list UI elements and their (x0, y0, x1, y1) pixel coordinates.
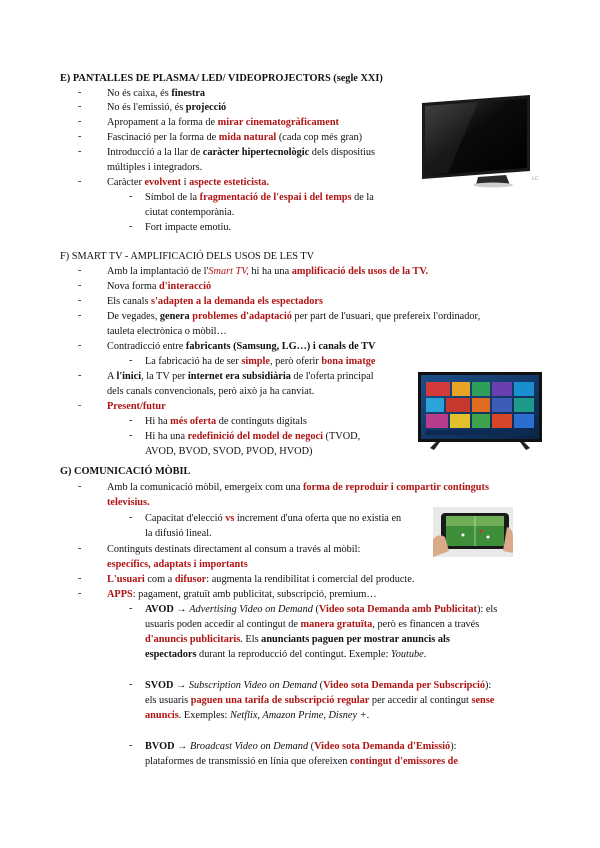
list-item: A l'inici, la TV per internet era subsidiària de l'oferta principal (107, 371, 374, 382)
bullet-dash: - (78, 573, 82, 584)
list-item: No és l'emissió, és projecció (107, 102, 227, 113)
sub-bullet-dash: - (129, 430, 133, 441)
avod-line: usuaris poden accedir al contingut de manera gratuïta, però es financen a través (145, 619, 480, 630)
sub-list-item-continuation: ciutat contemporània. (145, 207, 235, 218)
sub-bullet-dash: - (129, 355, 133, 366)
list-item: Present/futur (107, 401, 166, 412)
sub-bullet-dash: - (129, 415, 133, 426)
sub-list-item: La fabricació ha de ser simple, però oferir bona imatge (145, 356, 376, 367)
sub-bullet-dash: - (129, 603, 133, 614)
section-f-heading: F) SMART TV - AMPLIFICACIÓ DELS USOS DE LES TV (60, 251, 315, 262)
mobile-football-icon (433, 507, 513, 557)
sub-bullet-dash: - (129, 221, 133, 232)
list-item: Els canals s'adapten a la demanda els espectadors (107, 296, 323, 307)
svod-line: SVOD → Subscription Video on Demand (Video sota Demanda per Subscripció): (145, 680, 492, 691)
bullet-dash: - (78, 101, 82, 112)
bullet-dash: - (78, 176, 82, 187)
sub-bullet-dash: - (129, 679, 133, 690)
list-item: De vegades, genera problemes d'adaptació per part de l'usuari, que prefereix l'ordinador, (107, 311, 481, 322)
bullet-dash: - (78, 87, 82, 98)
mobile-phone-image (433, 507, 513, 557)
sub-list-item: Hi ha una redefinició del model de negoci (TVOD, (145, 431, 361, 442)
list-item: L'usuari com a difusor: augmenta la rendibilitat i comercial del producte. (107, 574, 415, 585)
flat-tv-image (418, 93, 540, 189)
list-item: Introducció a la llar de caràcter hipertecnològic dels dispositius (107, 147, 376, 158)
list-item-continuation: específics, adaptats i importants (107, 559, 248, 570)
list-item-continuation: televisius. (107, 497, 150, 508)
list-item-continuation: tauleta electrònica o mòbil… (107, 326, 227, 337)
list-item: APPS: pagament, gratuït amb publicitat, subscripció, premium… (107, 589, 377, 600)
list-item: Caràcter evolvent i aspecte esteticista. (107, 177, 270, 188)
bullet-dash: - (78, 340, 82, 351)
sub-list-item: Capacitat d'elecció vs increment d'una oferta que no existia en (145, 513, 402, 524)
sub-list-item: Símbol de la fragmentació de l'espai i del temps de la (145, 192, 374, 203)
bullet-dash: - (78, 370, 82, 381)
sub-bullet-dash: - (129, 191, 133, 202)
list-item: Amb la comunicació mòbil, emergeix com una forma de reproduir i compartir continguts (107, 482, 489, 493)
list-item: Fascinació per la forma de mida natural (cada cop més gran) (107, 132, 363, 143)
sub-list-item: Fort impacte emotiu. (145, 222, 232, 233)
section-g-heading: G) COMUNICACIÓ MÒBIL (60, 466, 191, 477)
svod-line: els usuaris paguen una tarifa de subscripció regular per accedir al contingut sense (145, 695, 495, 706)
bullet-dash: - (78, 588, 82, 599)
avod-line: AVOD → Advertising Video on Demand (Video sota Demanda amb Publicitat): els (145, 604, 498, 615)
sub-bullet-dash: - (129, 740, 133, 751)
bullet-dash: - (78, 146, 82, 157)
sub-list-item-continuation: AVOD, BVOD, SVOD, PVOD, HVOD) (145, 446, 313, 457)
list-item: No és caixa, és finestra (107, 88, 206, 99)
avod-line: d'anuncis publicitaris. Els anunciants paguen per mostrar anuncis als (145, 634, 450, 645)
bullet-dash: - (78, 543, 82, 554)
list-item: Apropament a la forma de mirar cinematogràficament (107, 117, 339, 128)
list-item-continuation: dels canals convencionals, però això ja ha canviat. (107, 386, 315, 397)
bullet-dash: - (78, 295, 82, 306)
sub-list-item: Hi ha més oferta de continguts digitals (145, 416, 307, 427)
svod-line: anuncis. Exemples: Netflix, Amazon Prime, Disney +. (145, 710, 370, 721)
bvod-line: BVOD → Broadcast Video on Demand (Video sota Demanda d'Emissió): (145, 741, 457, 752)
avod-line: espectadors durant la reproducció del contingut. Exemple: Youtube. (145, 649, 427, 660)
section-e-heading: E) PANTALLES DE PLASMA/ LED/ VIDEOPROJECTORS (segle XXI) (60, 73, 383, 84)
flat-tv-icon (418, 93, 540, 189)
bullet-dash: - (78, 116, 82, 127)
list-item: Continguts destinats directament al consum a través al mòbil: (107, 544, 361, 555)
bullet-dash: - (78, 310, 82, 321)
bullet-dash: - (78, 265, 82, 276)
bullet-dash: - (78, 481, 82, 492)
bullet-dash: - (78, 131, 82, 142)
list-item-continuation: múltiples i integradors. (107, 162, 203, 173)
bullet-dash: - (78, 280, 82, 291)
list-item: Amb la implantació de l'Smart TV, hi ha una amplificació dels usos de la TV. (107, 266, 429, 277)
smart-tv-image (416, 370, 544, 454)
list-item: Nova forma d'interacció (107, 281, 212, 292)
sub-bullet-dash: - (129, 512, 133, 523)
list-item: Contradicció entre fabricants (Samsung, LG…) i canals de TV (107, 341, 376, 352)
bvod-line: plataformes de transmissió en línia que ofereixen contingut d'emissores de (145, 756, 458, 767)
bullet-dash: - (78, 400, 82, 411)
sub-list-item-continuation: la difusió lineal. (145, 528, 212, 539)
smart-tv-icon (416, 370, 544, 454)
tv-caption: LG (532, 177, 539, 182)
